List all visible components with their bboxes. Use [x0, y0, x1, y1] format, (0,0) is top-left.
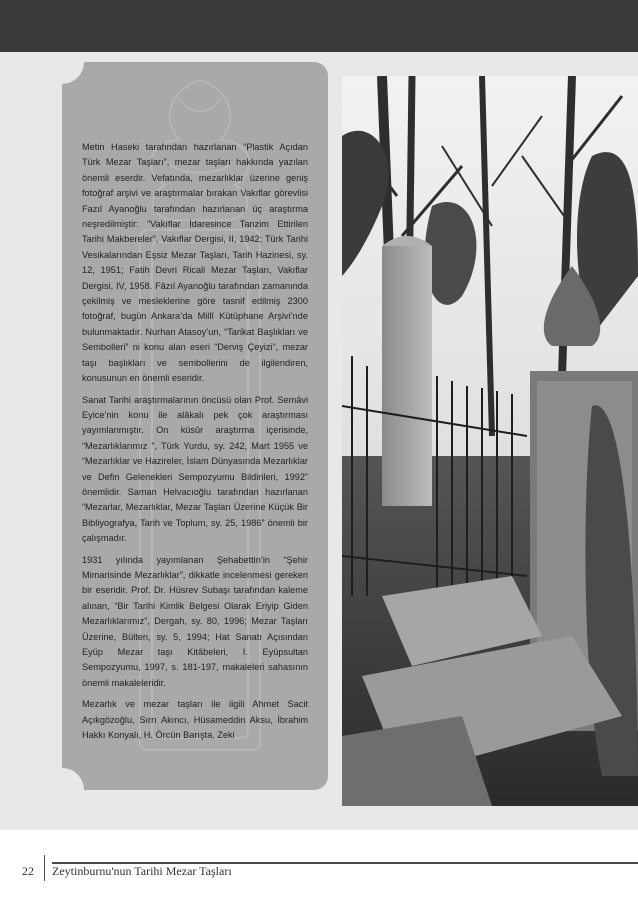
- page-number: 22: [22, 864, 34, 878]
- cemetery-photo: [342, 76, 638, 806]
- running-title: Zeytinburnu'nun Tarihi Mezar Taşları: [52, 864, 232, 878]
- footer-divider: [44, 855, 45, 881]
- paragraph: Sanat Tarihi araştırmalarının öncüsü olan Prof. Semâvi Eyice’nin konu ile alâkalı pek çok araştırması yayımlanmıştır. On küsûr araştırma içerisinde, “Mezarlıklarımız ”, Türk Yurdu, sy. 242, Mart 1955 ve “Mezarlıklar ve Hazireler, İslam Dünyasında Mezarlıklar ve Defin Gelenekleri Sempozyumu Bildirileri, 1992” önemlidir. Saman Helvacıoğlu tarafından hazırlanan “Mezarlar, Mezarlıklar, Mezar Taşları Üzerine Küçük Bir Bibliyografya, Tarih ve Toplum, sy. 25, 1986” önemli bir çalışmadır.: [82, 394, 308, 544]
- article-text: [82, 140, 308, 749]
- paragraph: Metin Haseki tarafından hazırlanan “Plastik Açıdan Türk Mezar Taşları”, mezar taşları hakkında yazılan önemli eserdir. Vefatında, mezarlıklar üzerine geniş fotoğraf arşivi ve araştırmalar bırakan Vakıflar görevlisi Fazıl Ayanoğlu tarafından hazırlanan üç araştırma neşredilmiştir: “Vakıflar İdaresince Tanzim Ettirilen Tarihi Makbereler”, Vakıflar Dergisi, II, 1942; Türk Tarihi Vesikalarından Eşsiz Mezar Taşları, Tarih Hazinesi, sy. 12, 1951; Fatih Devri Ricali Mezar Taşları, Vakıflar Dergisi, IV, 1958. Fâzıl Ayanoğlu tarafından zamanında çekilmiş ve mesleklerine göre tasnif edilmiş 2300 fotoğraf, bugün Ankara’da Millî Kütüphane Arşivi’nde bulunmaktadır. Nurhan Atasoy’un, “Tarikat Başlıkları ve Sembolleri” ni konu alan eseri “Derviş Çeyizi”, mezar taşı başlıkları ve sembollerini de ilgilendiren, konusunun en önemli eseridir.: [82, 142, 308, 384]
- paragraph: Mezarlık ve mezar taşları ile ilgili Ahmet Sacit Açıkgözoğlu, Sırrı Akıncı, Hüsameddin Aksu, İbrahim Hakkı Konyalı, H. Örcün Barışta, Zeki: [82, 699, 308, 741]
- top-dark-band: [0, 0, 638, 52]
- cemetery-photo-illustration: [342, 76, 638, 806]
- paragraph: 1931 yılında yayımlanan Şehabettin’in “Şehir Mimarisinde Mezarlıklar”, dikkatle incelenmesi gereken bir eseridir. Prof. Dr. Hüsrev Subaşı tarafından kaleme alınan, “Bir Tarihi Kimlik Belgesi Olarak Eriyip Giden Mezarlıklarımız”, Dergah, sy. 80, 1996; Mezar Taşları Üzerine, Bülten, sy. 5, 1994; Hat Sanatı Açısından Eyüp Mezar taşı Kitâbeleri, I. Eyüpsultan Sempozyumu, 1997, s. 181-197, makaleleri sahasının önemli makaleleridir.: [82, 554, 308, 688]
